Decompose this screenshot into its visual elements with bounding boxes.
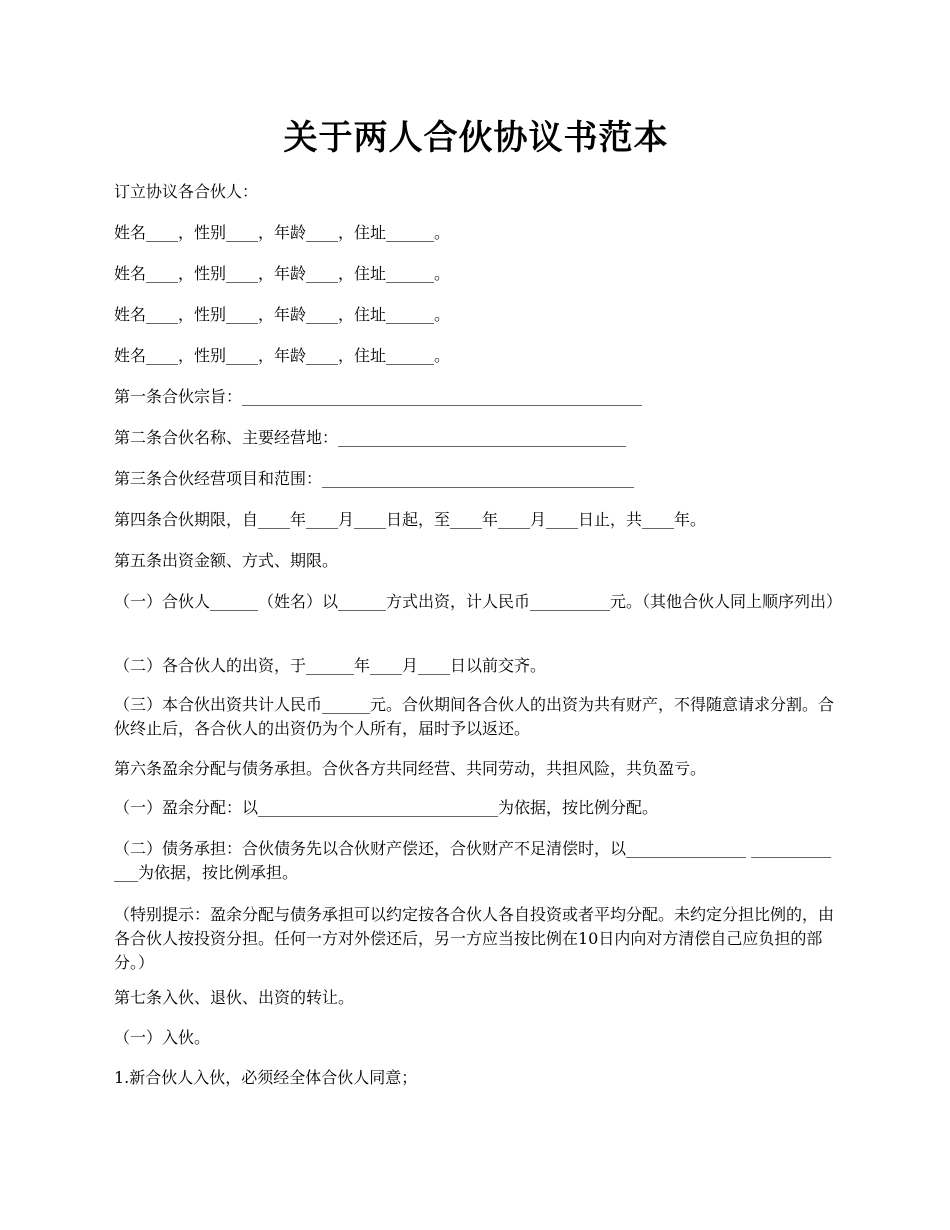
article-5-clause-2: （二）各合伙人的出资，于______年____月____日以前交齐。 xyxy=(114,656,547,675)
article-2: 第二条合伙名称、主要经营地：____________________________________ xyxy=(114,428,627,447)
article-7-item-1: 1.新合伙人入伙，必须经全体合伙人同意； xyxy=(114,1068,418,1087)
special-note: （特别提示：盈余分配与债务承担可以约定按各合伙人各自投资或者平均分配。未约定分担比例的，由各合伙人按投资分担。任何一方对外偿还后，另一方应当按比例在10日内向对方清偿自己应负担的部分。） xyxy=(114,905,835,972)
article-6-clause-1: （一）盈余分配：以______________________________为依据，按比例分配。 xyxy=(114,798,659,817)
article-7: 第七条入伙、退伙、出资的转让。 xyxy=(114,988,355,1007)
article-7-clause-1: （一）入伙。 xyxy=(114,1028,211,1047)
document-title: 关于两人合伙协议书范本 xyxy=(283,118,669,158)
partner-info-line-1: 姓名____，性别____，年龄____，住址______。 xyxy=(114,223,451,242)
article-6: 第六条盈余分配与债务承担。合伙各方共同经营、共同劳动，共担风险，共负盈亏。 xyxy=(114,759,707,778)
article-1: 第一条合伙宗旨：__________________________________________________ xyxy=(114,387,643,406)
article-4: 第四条合伙期限，自____年____月____日起，至____年____月____日止，共____年。 xyxy=(114,510,707,529)
partner-info-line-4: 姓名____，性别____，年龄____，住址______。 xyxy=(114,346,451,365)
partner-info-line-3: 姓名____，性别____，年龄____，住址______。 xyxy=(114,305,451,324)
article-5-clause-3: （三）本合伙出资共计人民币______元。合伙期间各合伙人的出资为共有财产，不得随意请求分割。合伙终止后，各合伙人的出资仍为个人所有，届时予以返还。 xyxy=(114,695,835,738)
article-3: 第三条合伙经营项目和范围：_______________________________________ xyxy=(114,469,635,488)
partners-intro: 订立协议各合伙人： xyxy=(114,182,259,201)
article-6-clause-2: （二）债务承担：合伙债务先以合伙财产偿还，合伙财产不足清偿时，以_______________ _____________为依据，按比例承担。 xyxy=(114,839,832,882)
article-5-clause-1: （一）合伙人______（姓名）以______方式出资，计人民币__________元。（其他合伙人同上顺序列出） xyxy=(114,592,843,611)
partner-info-line-2: 姓名____，性别____，年龄____，住址______。 xyxy=(114,264,451,283)
article-5: 第五条出资金额、方式、期限。 xyxy=(114,551,339,570)
